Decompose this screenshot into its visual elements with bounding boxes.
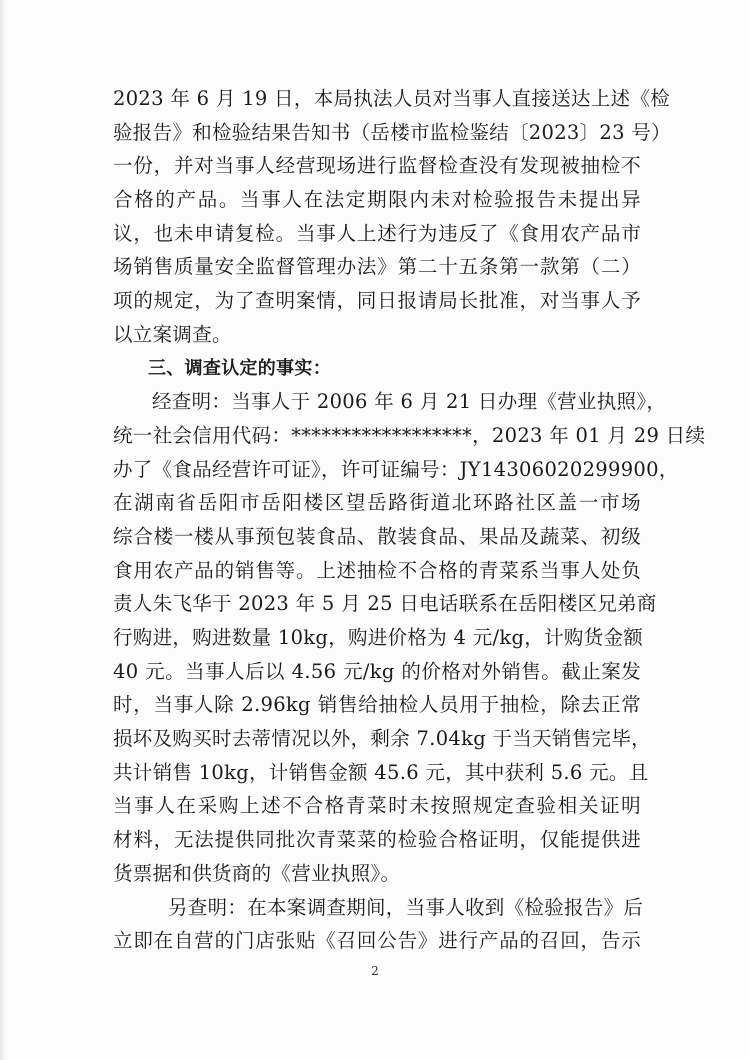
- scan-edge-shadow: [0, 0, 6, 1060]
- text-line: 议，也未申请复检。当事人上述行为违反了《食用农产品市: [113, 221, 641, 245]
- text-line: 另查明：在本案调查期间，当事人收到《检验报告》后: [168, 895, 644, 919]
- text-line: 立即在自营的门店张贴《召回公告》进行产品的召回，告示: [113, 929, 641, 953]
- text-line: 办了《食品经营许可证》，许可证编号：JY14306020299900，: [113, 457, 679, 481]
- text-line: 损坏及购买时去蒂情况以外，剩余 7.04kg 于当天销售完毕，: [113, 727, 651, 751]
- text-line: 材料，无法提供同批次青菜菜的检验合格证明，仅能提供进: [113, 828, 641, 852]
- text-line: 行购进，购进数量 10kg，购进价格为 4 元/kg，计购货金额: [113, 626, 644, 649]
- text-line: 共计销售 10kg，计销售金额 45.6 元，其中获利 5.6 元。且: [113, 760, 649, 784]
- text-line: 当事人在采购上述不合格青菜时未按照规定查验相关证明: [113, 794, 641, 818]
- text-line: 时，当事人除 2.96kg 销售给抽检人员用于抽检，除去正常: [113, 693, 641, 717]
- text-line: 统一社会信用代码：******************，2023 年 01 月 29 日续: [113, 423, 706, 447]
- text-line: 货票据和供货商的《营业执照》。: [113, 861, 401, 885]
- text-line: 40 元。当事人后以 4.56 元/kg 的价格对外销售。截止案发: [113, 659, 641, 683]
- text-line: 责人朱飞华于 2023 年 5 月 25 日电话联系在岳阳楼区兄弟商: [113, 592, 657, 616]
- text-line: 经查明：当事人于 2006 年 6 月 21 日办理《营业执照》，: [152, 390, 667, 414]
- text-line: 在湖南省岳阳市岳阳楼区望岳路街道北环路社区盖一市场: [113, 491, 641, 515]
- body-text: [113, 82, 706, 958]
- section-heading: 三、调查认定的事实：: [148, 357, 331, 379]
- text-line: 综合楼一楼从事预包装食品、散装食品、果品及蔬菜、初级: [113, 524, 641, 548]
- text-line: 2023 年 6 月 19 日，本局执法人员对当事人直接送达上述《检: [113, 87, 671, 110]
- text-line: 以立案调查。: [113, 322, 232, 346]
- text-line: 项的规定，为了查明案情，同日报请局长批准，对当事人予: [113, 289, 641, 313]
- text-line: 食用农产品的销售等。上述抽检不合格的青菜系当事人处负: [113, 558, 641, 582]
- text-line: 验报告》和检验结果告知书（岳楼市监检鉴结〔2023〕23 号）: [113, 120, 671, 144]
- text-line: 一份，并对当事人经营现场进行监督检查没有发现被抽检不: [113, 154, 641, 178]
- text-line: 场销售质量安全监督管理办法》第二十五条第一款第（二）: [113, 255, 641, 279]
- text-line: 合格的产品。当事人在法定期限内未对检验报告未提出异: [113, 188, 641, 212]
- page-number: 2: [371, 964, 379, 978]
